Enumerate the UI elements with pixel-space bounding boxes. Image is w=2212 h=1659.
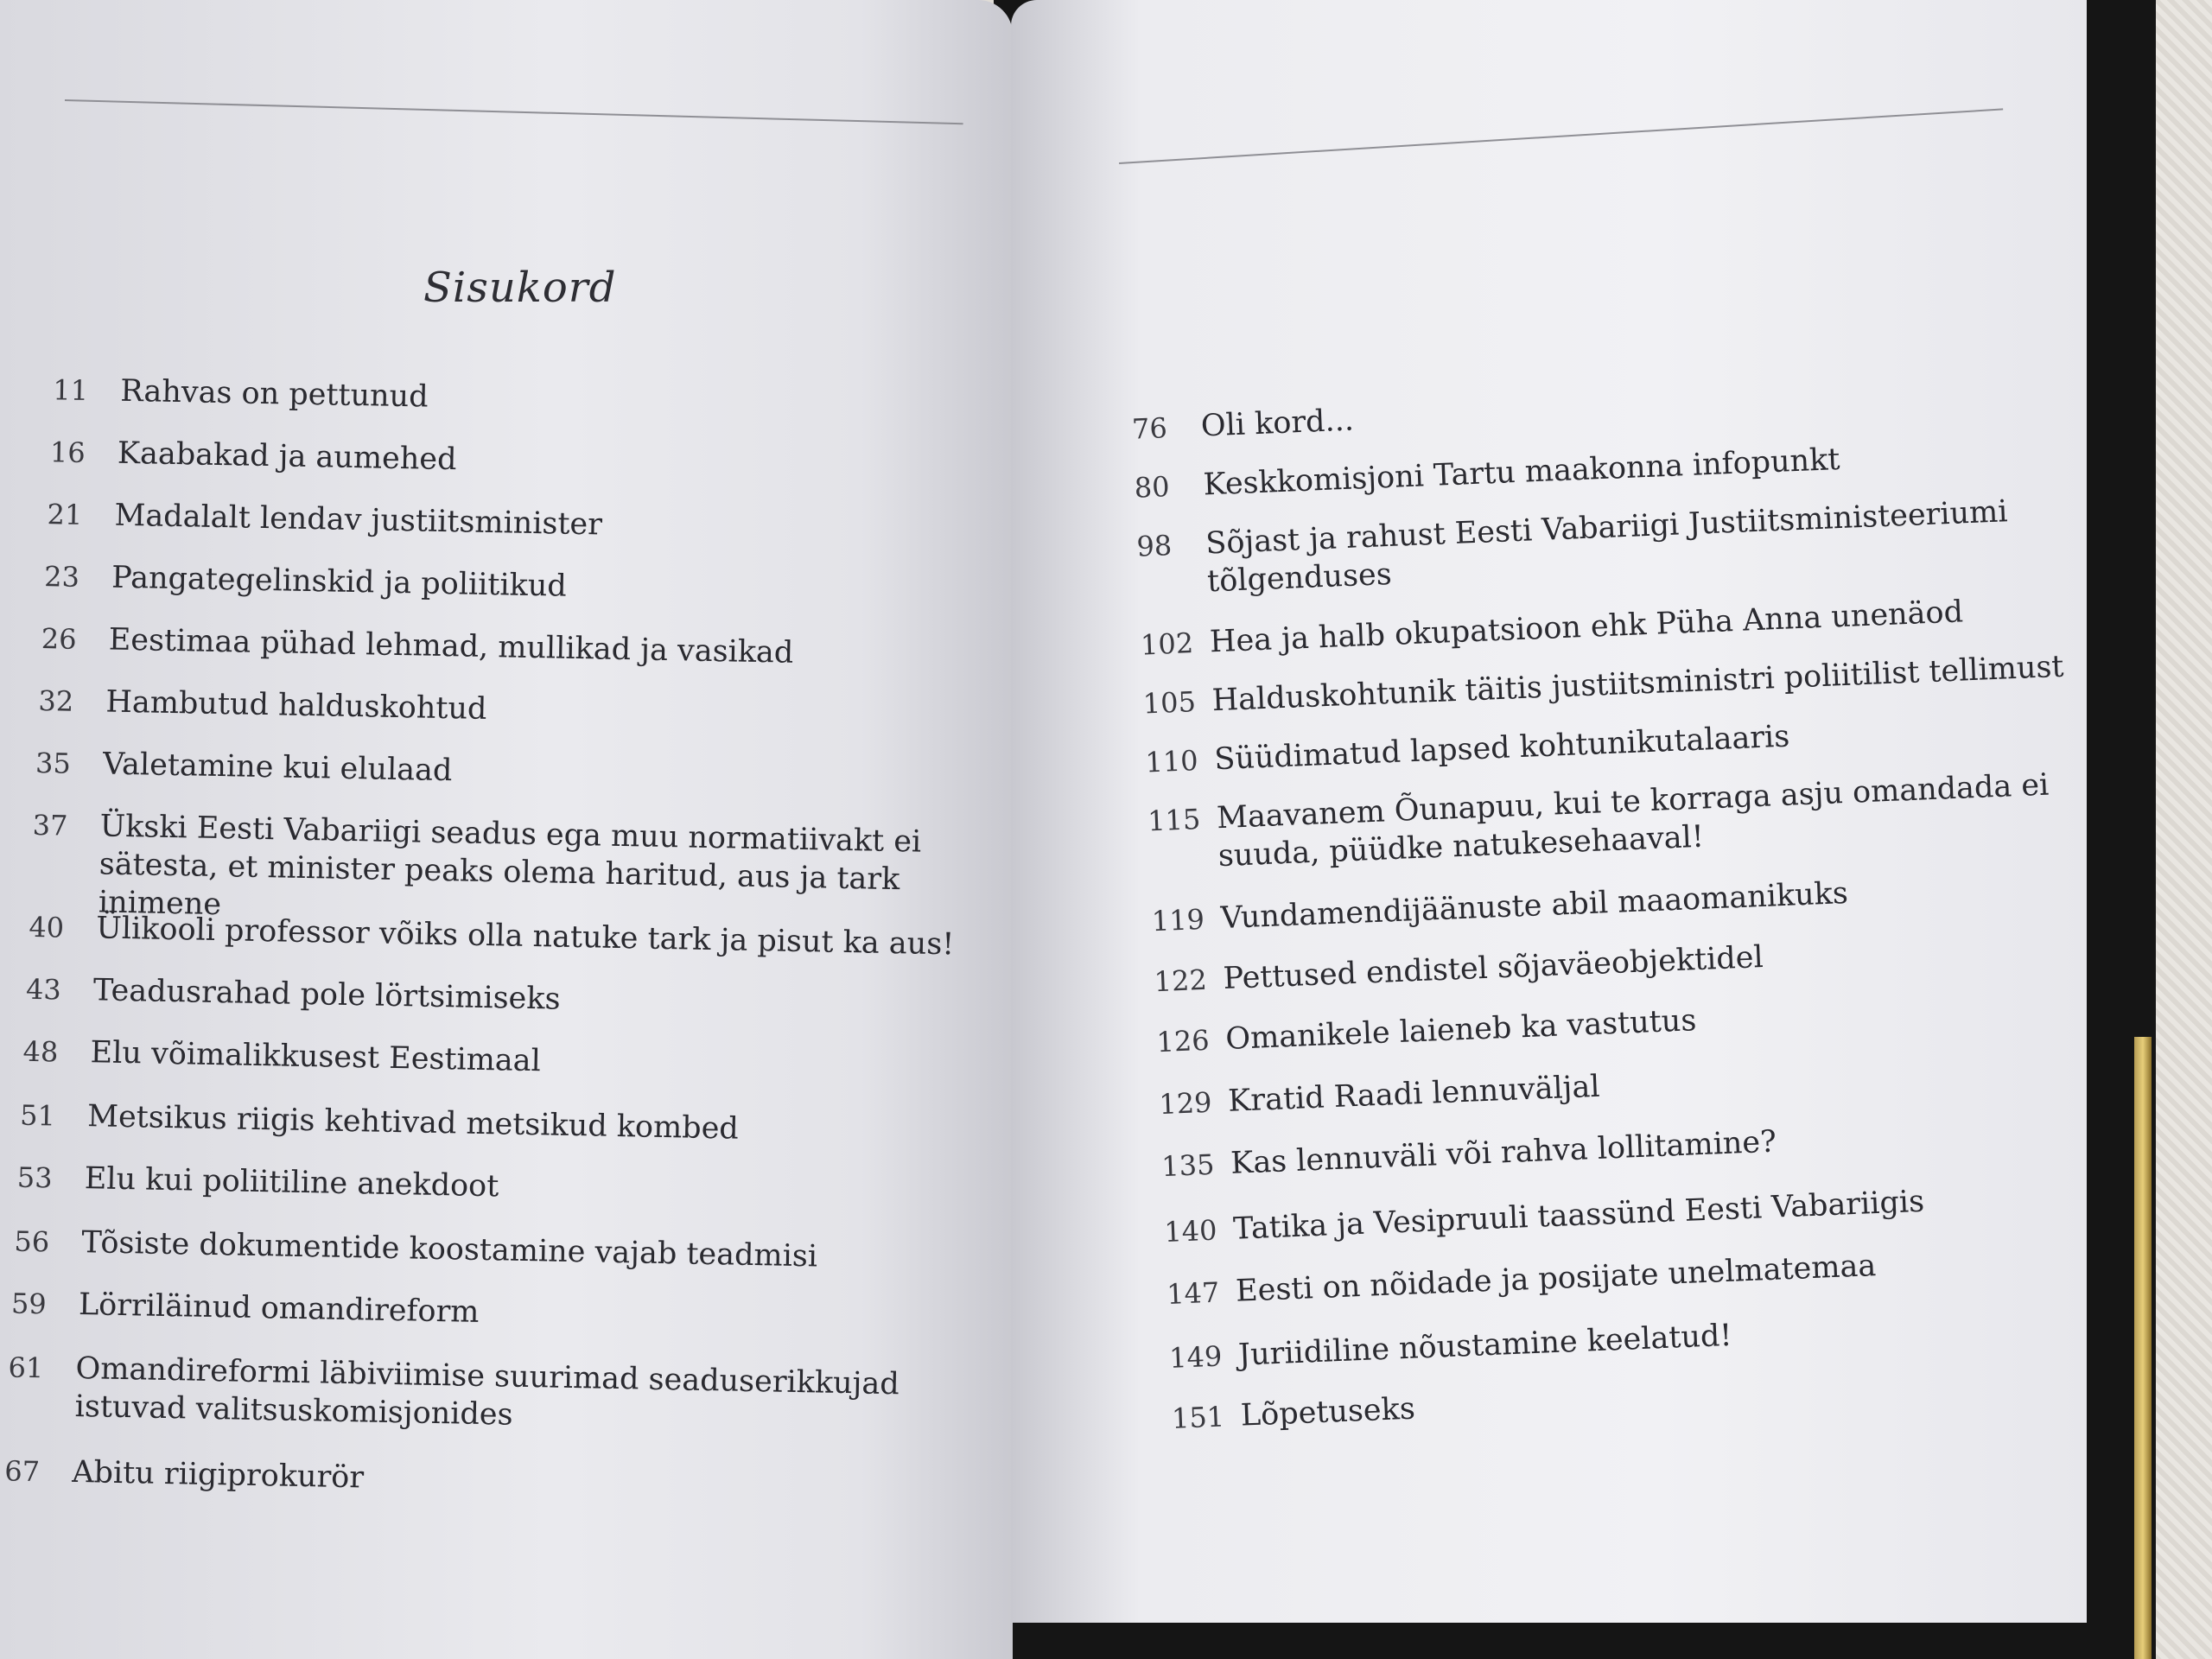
header-rule xyxy=(65,99,963,124)
entry-title: Eestimaa pühad lehmad, mullikad ja vasikad xyxy=(108,622,794,671)
entry-title: Juriidiline nõustamine keelatud! xyxy=(1237,1318,1733,1373)
entry-title: Rahvas on pettunud xyxy=(119,373,429,415)
entry-title: Sõjast ja rahust Eesti Vabariigi Justiitsministeeriumi tõlgenduses xyxy=(1205,494,2009,600)
toc-entry xyxy=(11,1285,480,1332)
entry-title: Ülikooli professor võiks olla natuke tark ja pisut ka aus! xyxy=(96,911,955,963)
entry-title: Eesti on nõidade ja posijate unelmatemaa xyxy=(1235,1249,1877,1309)
entry-title: Valetamine kui elulaad xyxy=(102,747,453,789)
toc-entry xyxy=(20,1096,739,1148)
toc-entry xyxy=(1147,766,2050,879)
entry-page-number: 147 xyxy=(1166,1275,1221,1311)
entry-title: Pangategelinskid ja poliitikud xyxy=(111,560,568,604)
entry-page-number: 11 xyxy=(52,373,89,408)
entry-page-number: 51 xyxy=(19,1098,56,1133)
toc-entry xyxy=(14,1223,817,1276)
entry-title: Teadusrahad pole lörtsimiseks xyxy=(92,973,561,1017)
toc-entry xyxy=(1168,1317,1732,1377)
entry-page-number: 21 xyxy=(47,498,83,531)
entry-page-number: 119 xyxy=(1151,902,1205,938)
entry-page-number: 151 xyxy=(1171,1400,1225,1435)
toc-entry xyxy=(1159,1068,1601,1123)
entry-page-number: 35 xyxy=(35,746,72,780)
toc-entry xyxy=(1134,441,1840,507)
entry-title: Metsikus riigis kehtivad metsikud kombed xyxy=(86,1099,740,1147)
entry-title: Keskkomisjoni Tartu maakonna infopunkt xyxy=(1202,442,1841,503)
entry-page-number: 126 xyxy=(1155,1023,1211,1059)
entry-page-number: 140 xyxy=(1163,1213,1218,1249)
toc-entry xyxy=(1163,1183,1924,1251)
entry-title: Oli kord... xyxy=(1200,403,1355,444)
toc-entry xyxy=(1145,718,1790,782)
toc-entry xyxy=(4,1452,365,1497)
right-page xyxy=(1011,0,2087,1623)
entry-title: Maavanem Õunapuu, kui te korraga asju omandada ei suuda, püüdke natukesehaaval! xyxy=(1216,767,2050,874)
entry-page-number: 76 xyxy=(1131,411,1168,446)
entry-page-number: 149 xyxy=(1168,1339,1224,1375)
entry-title: Pettused endistel sõjaväeobjektidel xyxy=(1222,939,1764,997)
entry-page-number: 40 xyxy=(29,910,65,944)
toc-entry xyxy=(26,970,561,1019)
entry-title: Süüdimatud lapsed kohtunikutalaaris xyxy=(1213,719,1790,778)
entry-page-number: 135 xyxy=(1160,1147,1216,1184)
entry-page-number: 129 xyxy=(1158,1085,1213,1122)
cover-gilt-edge xyxy=(2134,1037,2152,1659)
toc-entry xyxy=(35,744,453,790)
toc-entry xyxy=(41,620,793,672)
entry-title: Lörriläinud omandireform xyxy=(78,1287,480,1330)
entry-page-number: 53 xyxy=(16,1160,53,1195)
entry-page-number: 26 xyxy=(41,622,77,656)
toc-entry xyxy=(1154,938,1764,1001)
page-title: Sisukord xyxy=(423,264,617,312)
entry-page-number: 115 xyxy=(1147,802,1202,838)
entry-page-number: 61 xyxy=(8,1351,44,1385)
entry-title: Halduskohtunik täitis justiitsministri poliitilist tellimust xyxy=(1211,649,2065,719)
entry-page-number: 48 xyxy=(22,1034,59,1069)
toc-entry xyxy=(1166,1247,1877,1313)
entry-page-number: 56 xyxy=(14,1224,50,1259)
entry-title: Tatika ja Vesipruuli taassünd Eesti Vabariigis xyxy=(1232,1184,1925,1247)
toc-entry xyxy=(22,1033,541,1080)
entry-title: Vundamendijäänuste abil maaomanikuks xyxy=(1220,875,1849,937)
entry-title: Abitu riigiprokurör xyxy=(71,1454,365,1496)
entry-title: Omandireformi läbiviimise suurimad seaduserikkujad istuvad valitsuskomisjonides xyxy=(74,1351,900,1433)
entry-title: Lõpetuseks xyxy=(1240,1391,1416,1433)
toc-entry xyxy=(38,682,487,728)
entry-title: Hambutud halduskohtud xyxy=(105,684,487,727)
entry-title: Omanikele laieneb ka vastutus xyxy=(1224,1003,1698,1057)
entry-page-number: 43 xyxy=(25,972,62,1007)
entry-page-number: 102 xyxy=(1140,626,1194,662)
entry-page-number: 110 xyxy=(1144,744,1199,779)
toc-entry xyxy=(50,433,457,479)
toc-entry xyxy=(7,1348,899,1441)
toc-entry xyxy=(1136,493,2010,603)
toc-entry xyxy=(16,1159,499,1206)
toc-entry xyxy=(53,371,429,416)
toc-entry xyxy=(1131,401,1355,448)
toc-entry xyxy=(1156,1001,1697,1061)
entry-title: Tõsiste dokumentide koostamine vajab teadmisi xyxy=(81,1225,818,1274)
entry-page-number: 122 xyxy=(1153,963,1208,999)
toc-entry xyxy=(47,495,602,543)
entry-page-number: 98 xyxy=(1135,529,1173,563)
toc-entry xyxy=(1171,1390,1415,1438)
entry-page-number: 80 xyxy=(1134,470,1171,505)
entry-title: Hea ja halb okupatsioon ehk Püha Anna unenäod xyxy=(1209,594,1964,660)
header-rule xyxy=(1119,108,2003,164)
entry-page-number: 16 xyxy=(49,435,86,469)
entry-page-number: 32 xyxy=(38,684,74,718)
entry-page-number: 105 xyxy=(1142,685,1197,721)
entry-title: Kratid Raadi lennuväljal xyxy=(1227,1069,1601,1119)
entry-page-number: 37 xyxy=(32,808,68,842)
entry-page-number: 23 xyxy=(43,560,80,594)
toc-entry xyxy=(1142,648,2064,723)
toc-entry xyxy=(44,557,567,606)
left-page xyxy=(0,0,1013,1659)
toc-entry xyxy=(1140,593,1964,664)
entry-title: Elu võimalikkusest Eestimaal xyxy=(90,1035,542,1079)
entry-page-number: 59 xyxy=(10,1287,48,1321)
entry-title: Elu kui poliitiline anekdoot xyxy=(84,1161,499,1205)
entry-title: Ükski Eesti Vabariigi seadus ega muu normatiivakt ei sätesta, et minister peaks olema haritud, aus ja tark inimene xyxy=(98,809,922,923)
entry-page-number: 67 xyxy=(3,1454,41,1489)
entry-title: Kaabakad ja aumehed xyxy=(117,435,457,478)
toc-entry xyxy=(1151,874,1849,940)
entry-title: Madalalt lendav justiitsminister xyxy=(114,498,603,543)
entry-title: Kas lennuväli või rahva lollitamine? xyxy=(1230,1124,1777,1181)
toc-entry xyxy=(1160,1123,1777,1186)
